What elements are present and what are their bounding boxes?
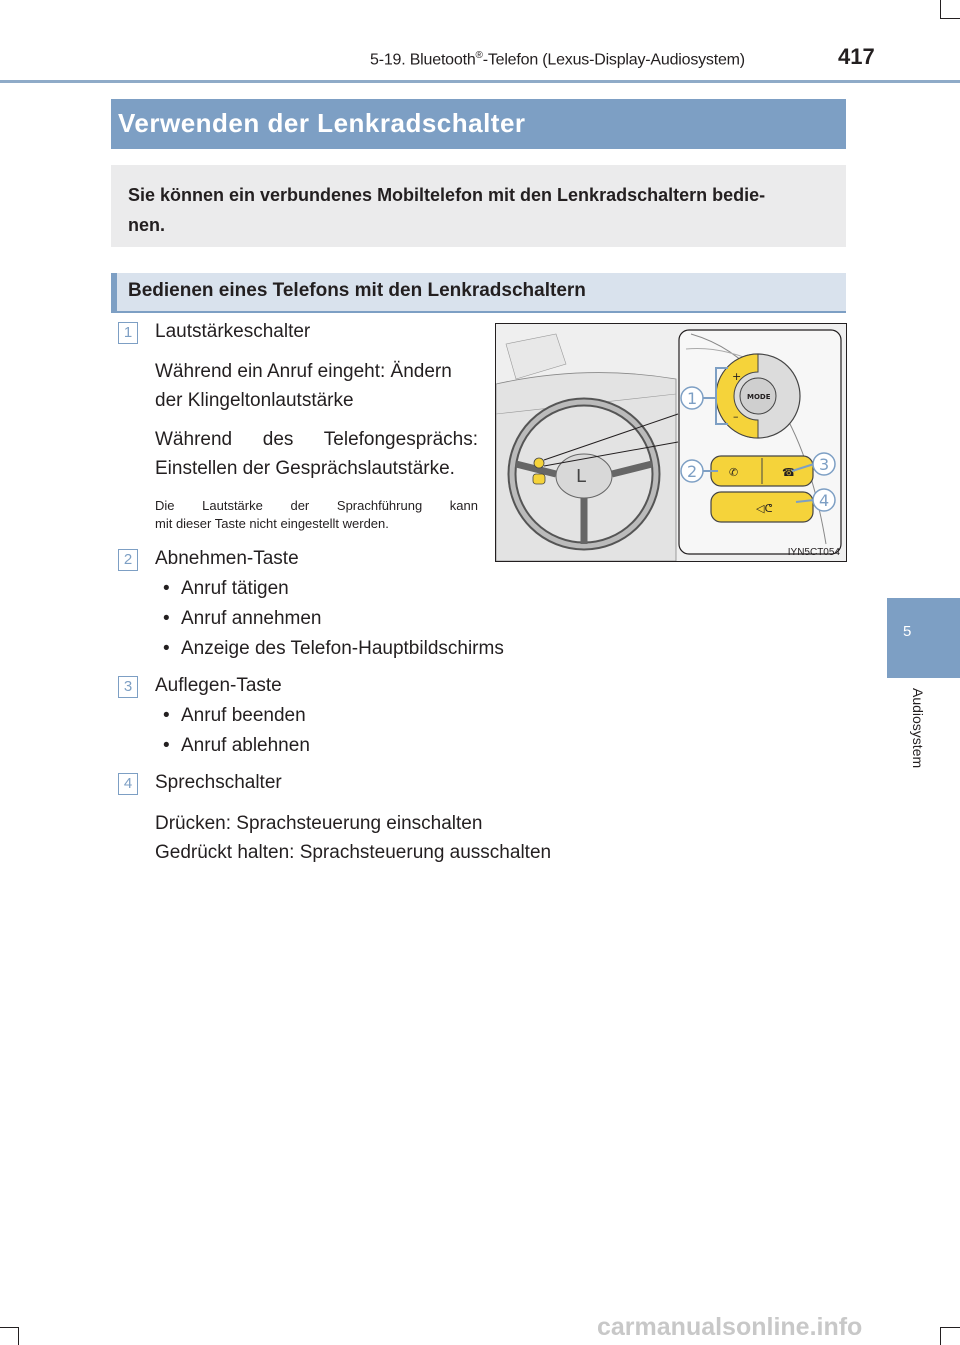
callout-1: 1	[687, 389, 698, 408]
bullet-text: Anzeige des Telefon-Hauptbildschirms	[181, 638, 504, 659]
item-1-text-1a: Während ein Anruf eingeht: Ändern	[155, 361, 452, 382]
chapter-label	[908, 690, 928, 790]
crop-mark-bottom-right-h	[940, 1327, 960, 1328]
svg-text:L: L	[576, 466, 587, 487]
svg-text:◁ᕦ: ◁ᕦ	[756, 502, 773, 515]
svg-text:✆: ✆	[729, 466, 739, 479]
bullet-item	[163, 638, 504, 660]
header-rule	[0, 80, 960, 83]
bullet-item	[163, 578, 289, 600]
bullet-item	[163, 705, 306, 727]
crop-mark-top-right-v	[940, 0, 941, 18]
item-4-text-1: Drücken: Sprachsteuerung einschalten	[155, 813, 483, 834]
intro-line-2: nen.	[128, 215, 166, 235]
item-number-1: 1	[118, 322, 138, 344]
svg-text:☎: ☎	[782, 466, 796, 479]
item-1-text-2a: Während des Telefongesprächs:	[155, 429, 478, 450]
page-title: Verwenden der Lenkradschalter	[118, 108, 526, 138]
mode-label: MODE	[747, 393, 771, 401]
bullet-dot: •	[163, 638, 170, 659]
item-1-text-2b: Einstellen der Gesprächslautstärke.	[155, 458, 455, 479]
bullet-dot: •	[163, 735, 170, 756]
item-title-volume-switch: Lautstärkeschalter	[155, 321, 311, 342]
callout-4: 4	[819, 491, 830, 510]
bullet-text: Anruf tätigen	[181, 578, 289, 599]
chapter-tab	[887, 598, 960, 678]
bullet-text: Anruf ablehnen	[181, 735, 310, 756]
crop-mark-bottom-left-v	[18, 1327, 19, 1345]
svg-text:–: –	[733, 410, 739, 423]
chapter-label-text: Audiosystem	[910, 688, 926, 769]
watermark: carmanualsonline.info	[597, 1313, 863, 1341]
registered-mark: ®	[475, 50, 483, 61]
item-number-2: 2	[118, 549, 138, 571]
bullet-item	[163, 735, 310, 757]
crop-mark-bottom-right-v	[940, 1327, 941, 1345]
bullet-dot: •	[163, 578, 170, 599]
item-1-note-1: Die Lautstärke der Sprachführung kann	[155, 498, 478, 513]
bullet-item	[163, 608, 322, 630]
item-title-hangup-button: Auflegen-Taste	[155, 675, 282, 696]
bullet-dot: •	[163, 608, 170, 629]
steering-wheel-illustration	[496, 324, 846, 561]
svg-text:+: +	[732, 370, 742, 383]
item-title-talk-switch: Sprechschalter	[155, 772, 282, 793]
figure-code: IYN5CT054	[787, 547, 840, 558]
item-1-note-2: mit dieser Taste nicht eingestellt werden.	[155, 516, 389, 531]
crop-mark-bottom-left-h	[0, 1327, 18, 1328]
section-title-post: -Telefon (Lexus-Display-Audiosystem)	[482, 51, 745, 69]
chapter-number: 5	[903, 623, 912, 640]
item-number-3: 3	[118, 676, 138, 698]
callout-2: 2	[687, 462, 698, 481]
crop-mark-top-right-h	[940, 18, 960, 19]
intro-text	[128, 180, 828, 240]
section-title-pre: 5-19. Bluetooth	[370, 51, 476, 69]
callout-3: 3	[819, 455, 830, 474]
item-number-4: 4	[118, 773, 138, 795]
item-4-text-2: Gedrückt halten: Sprachsteuerung ausschalten	[155, 842, 552, 863]
bullet-text: Anruf beenden	[181, 705, 306, 726]
page-number: 417	[838, 44, 875, 69]
intro-line-1: Sie können ein verbundenes Mobiltelefon mit den Lenkradschaltern bedie-	[128, 185, 766, 205]
bullet-dot: •	[163, 705, 170, 726]
subheading-accent	[111, 273, 117, 311]
subheading: Bedienen eines Telefons mit den Lenkradschaltern	[128, 280, 586, 301]
item-1-text-1b: der Klingeltonlautstärke	[155, 390, 354, 411]
item-title-answer-button: Abnehmen-Taste	[155, 548, 299, 569]
steering-wheel-figure	[495, 323, 847, 562]
bullet-text: Anruf annehmen	[181, 608, 322, 629]
section-title	[370, 50, 745, 69]
